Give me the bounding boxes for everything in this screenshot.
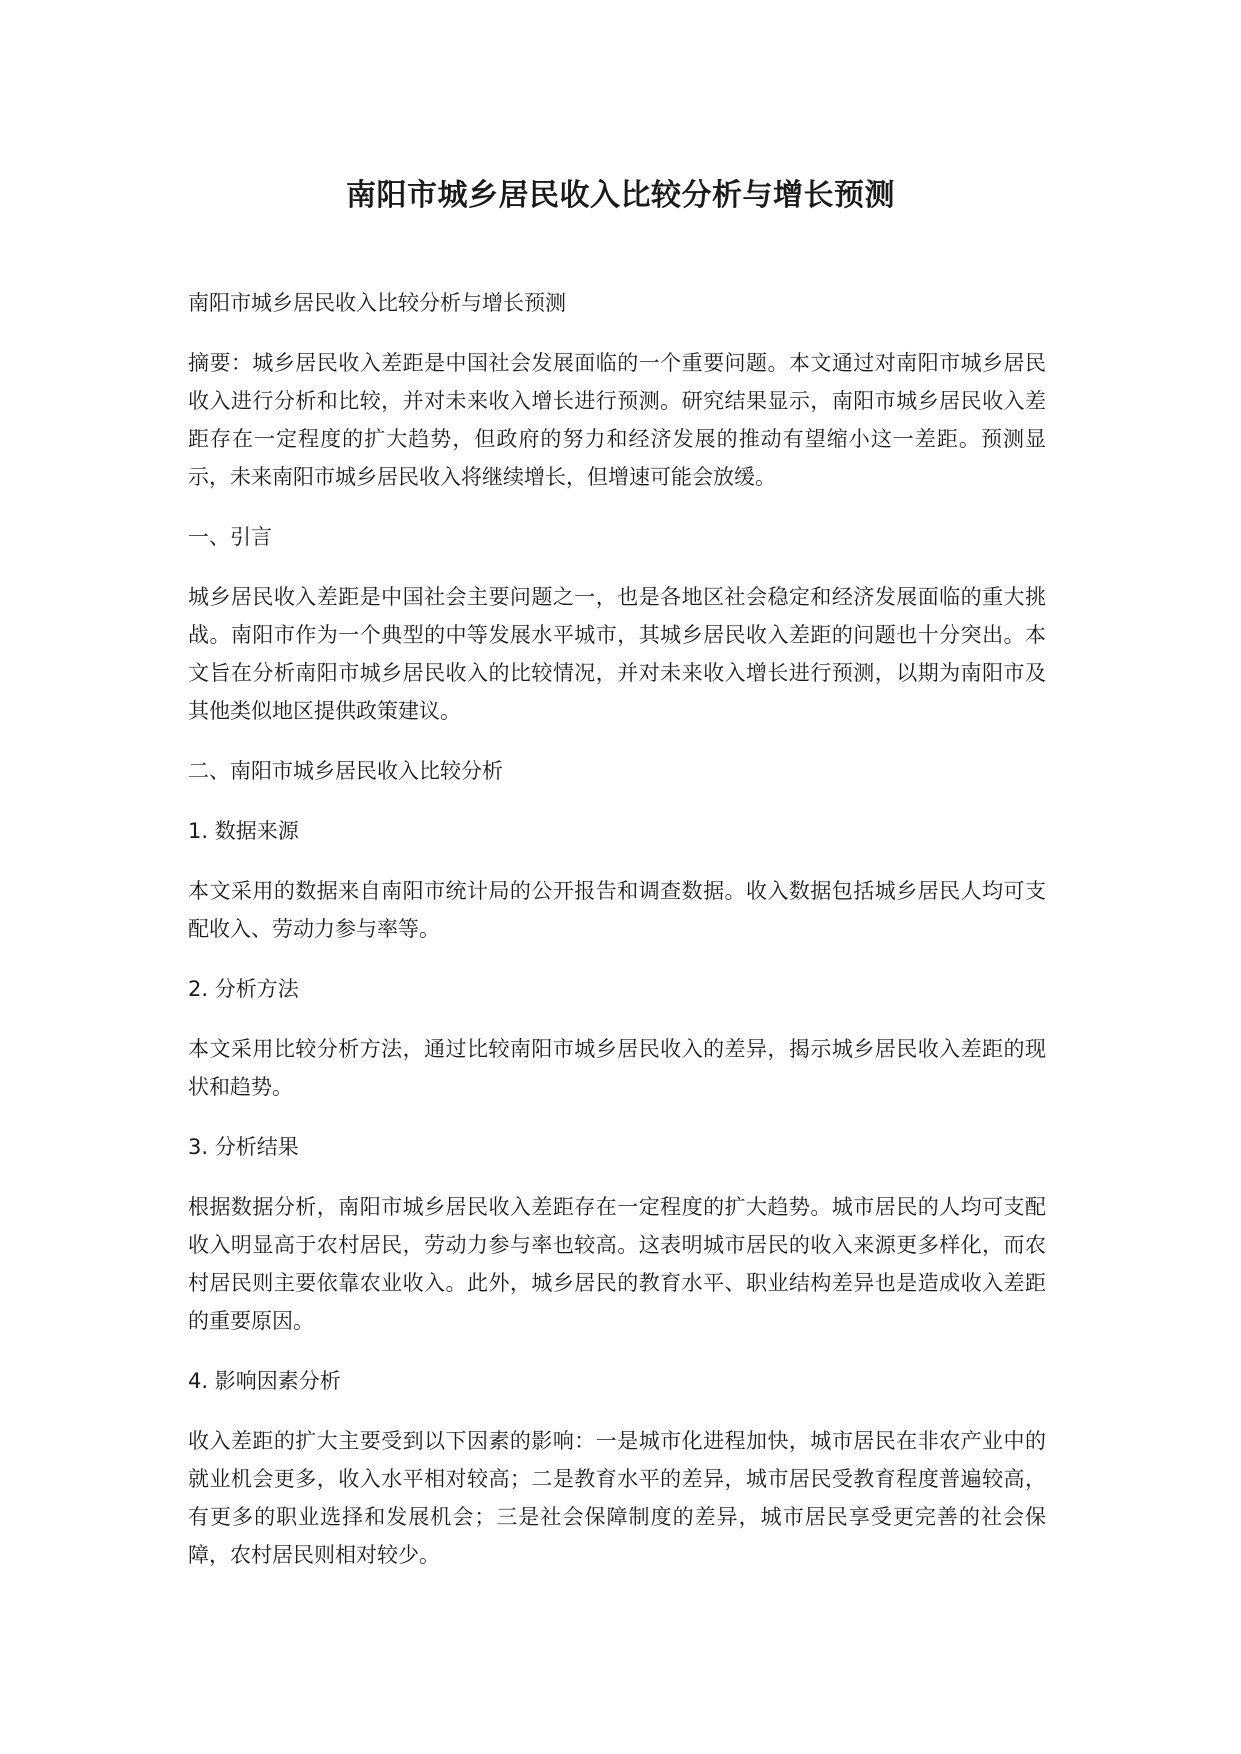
section-heading-analysis: 二、南阳市城乡居民收入比较分析 (188, 759, 503, 783)
abstract-paragraph: 摘要：城乡居民收入差距是中国社会发展面临的一个重要问题。本文通过对南阳市城乡居民收入进行分析和比较，并对未来收入增长进行预测。研究结果显示，南阳市城乡居民收入差距存在一定程度的扩大趋势，但政府的努力和经济发展的推动有望缩小这一差距。预测显示，未来南阳市城乡居民收入将继续增长，但增速可能会放缓。 (188, 351, 1046, 489)
factors-paragraph: 收入差距的扩大主要受到以下因素的影响：一是城市化进程加快，城市居民在非农产业中的就业机会更多，收入水平相对较高；二是教育水平的差异，城市居民受教育程度普遍较高，有更多的职业选择和发展机会；三是社会保障制度的差异，城市居民享受更完善的社会保障，农村居民则相对较少。 (188, 1429, 1046, 1567)
method-paragraph: 本文采用比较分析方法，通过比较南阳市城乡居民收入的差异，揭示城乡居民收入差距的现状和趋势。 (188, 1037, 1046, 1099)
document-title: 南阳市城乡居民收入比较分析与增长预测 (346, 178, 895, 213)
subtitle-paragraph: 南阳市城乡居民收入比较分析与增长预测 (188, 291, 566, 315)
introduction-paragraph: 城乡居民收入差距是中国社会主要问题之一，也是各地区社会稳定和经济发展面临的重大挑战。南阳市作为一个典型的中等发展水平城市，其城乡居民收入差距的问题也十分突出。本文旨在分析南阳市城乡居民收入的比较情况，并对未来收入增长进行预测，以期为南阳市及其他类似地区提供政策建议。 (188, 585, 1046, 723)
subsection-heading-factors: 4. 影响因素分析 (188, 1369, 341, 1393)
subsection-heading-results: 3. 分析结果 (188, 1135, 299, 1159)
document-body (188, 284, 1046, 1596)
results-paragraph: 根据数据分析，南阳市城乡居民收入差距存在一定程度的扩大趋势。城市居民的人均可支配收入明显高于农村居民，劳动力参与率也较高。这表明城市居民的收入来源更多样化，而农村居民则主要依靠农业收入。此外，城乡居民的教育水平、职业结构差异也是造成收入差距的重要原因。 (188, 1195, 1046, 1333)
data-source-paragraph: 本文采用的数据来自南阳市统计局的公开报告和调查数据。收入数据包括城乡居民人均可支配收入、劳动力参与率等。 (188, 879, 1046, 941)
subsection-heading-data-source: 1. 数据来源 (188, 819, 299, 843)
subsection-heading-method: 2. 分析方法 (188, 977, 299, 1001)
section-heading-introduction: 一、引言 (188, 525, 272, 549)
